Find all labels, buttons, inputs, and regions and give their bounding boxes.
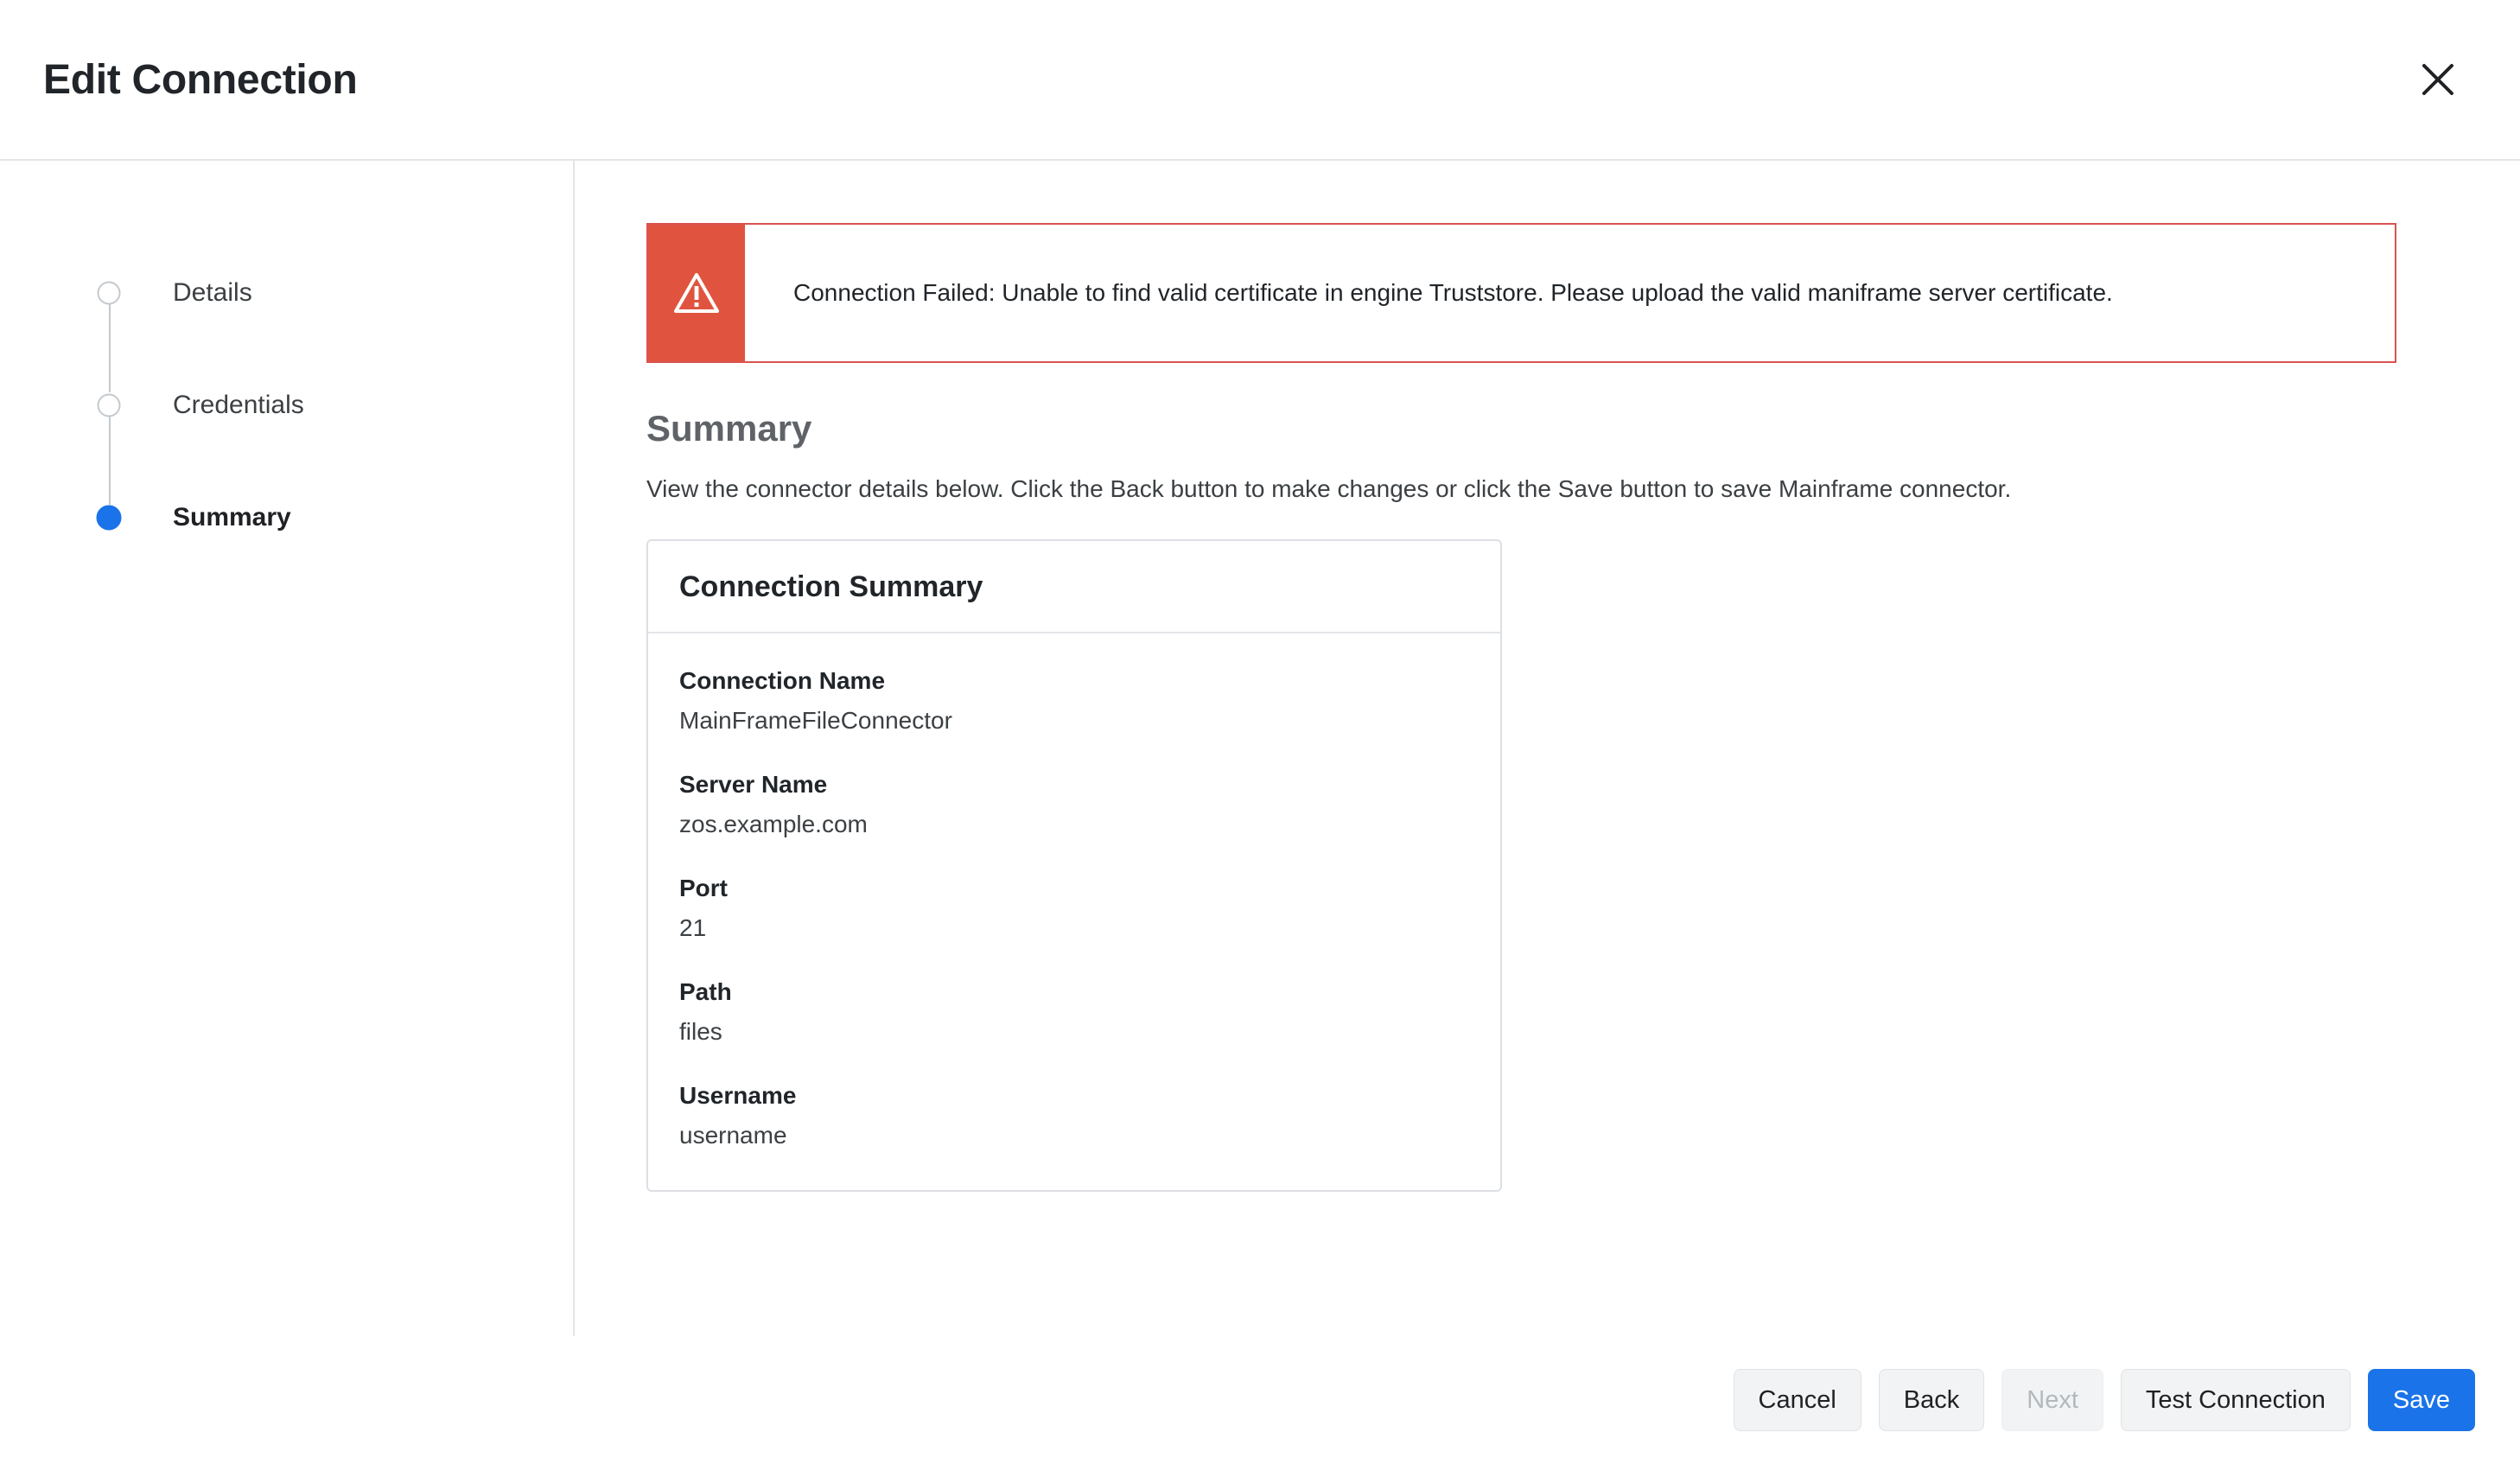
warning-triangle-icon-glyph [674, 272, 719, 314]
field-label: Path [679, 978, 732, 1005]
field-value: MainFrameFileConnector [679, 707, 952, 734]
stepper-item-credentials[interactable] [0, 349, 573, 461]
card-title: Connection Summary [648, 541, 1500, 633]
field-label: Server Name [679, 771, 828, 798]
stepper-connector [109, 293, 111, 392]
stepper-item-label: Summary [173, 503, 291, 531]
field-label: Connection Name [679, 667, 886, 694]
field-value: username [679, 1122, 787, 1149]
section-description: View the connector details below. Click the Back button to make changes or click the Save button to save Mainframe connector. [646, 475, 2012, 502]
wizard-stepper [0, 161, 575, 1336]
dialog-header [0, 0, 2520, 161]
summary-field-username [679, 1078, 1469, 1154]
section-title: Summary [646, 408, 812, 449]
back-button[interactable]: Back [1879, 1369, 1984, 1431]
next-button: Next [2001, 1369, 2103, 1431]
dialog-body [0, 161, 2520, 1336]
summary-field-path [679, 974, 1469, 1050]
field-label: Port [679, 875, 728, 901]
field-value: files [679, 1018, 722, 1045]
error-alert [646, 223, 2396, 363]
summary-field-connection-name [679, 663, 1469, 739]
dialog-footer [0, 1336, 2520, 1464]
stepper-item-label: Details [173, 278, 252, 307]
field-value: 21 [679, 914, 707, 941]
close-icon[interactable] [2408, 49, 2468, 110]
field-value: zos.example.com [679, 811, 868, 837]
summary-field-server-name [679, 767, 1469, 843]
stepper-item-details[interactable] [0, 237, 573, 349]
step-marker-icon [98, 282, 121, 305]
connection-summary-card [646, 539, 1502, 1192]
stepper-item-label: Credentials [173, 391, 304, 419]
summary-field-port [679, 870, 1469, 946]
close-icon-glyph [2419, 60, 2457, 99]
main-panel [575, 161, 2520, 1336]
step-marker-icon [97, 506, 122, 531]
stepper-item-summary[interactable] [0, 461, 573, 574]
stepper-connector [109, 405, 111, 505]
page-title: Edit Connection [43, 56, 358, 103]
save-button[interactable]: Save [2368, 1369, 2475, 1431]
field-label: Username [679, 1082, 797, 1109]
cancel-button[interactable]: Cancel [1734, 1369, 1861, 1431]
test-connection-button[interactable]: Test Connection [2121, 1369, 2351, 1431]
error-alert-message: Connection Failed: Unable to find valid certificate in engine Truststore. Please upload the valid maniframe server certificate. [793, 279, 2113, 307]
warning-triangle-icon [648, 225, 745, 361]
card-body [648, 633, 1500, 1190]
step-marker-icon [98, 394, 121, 417]
